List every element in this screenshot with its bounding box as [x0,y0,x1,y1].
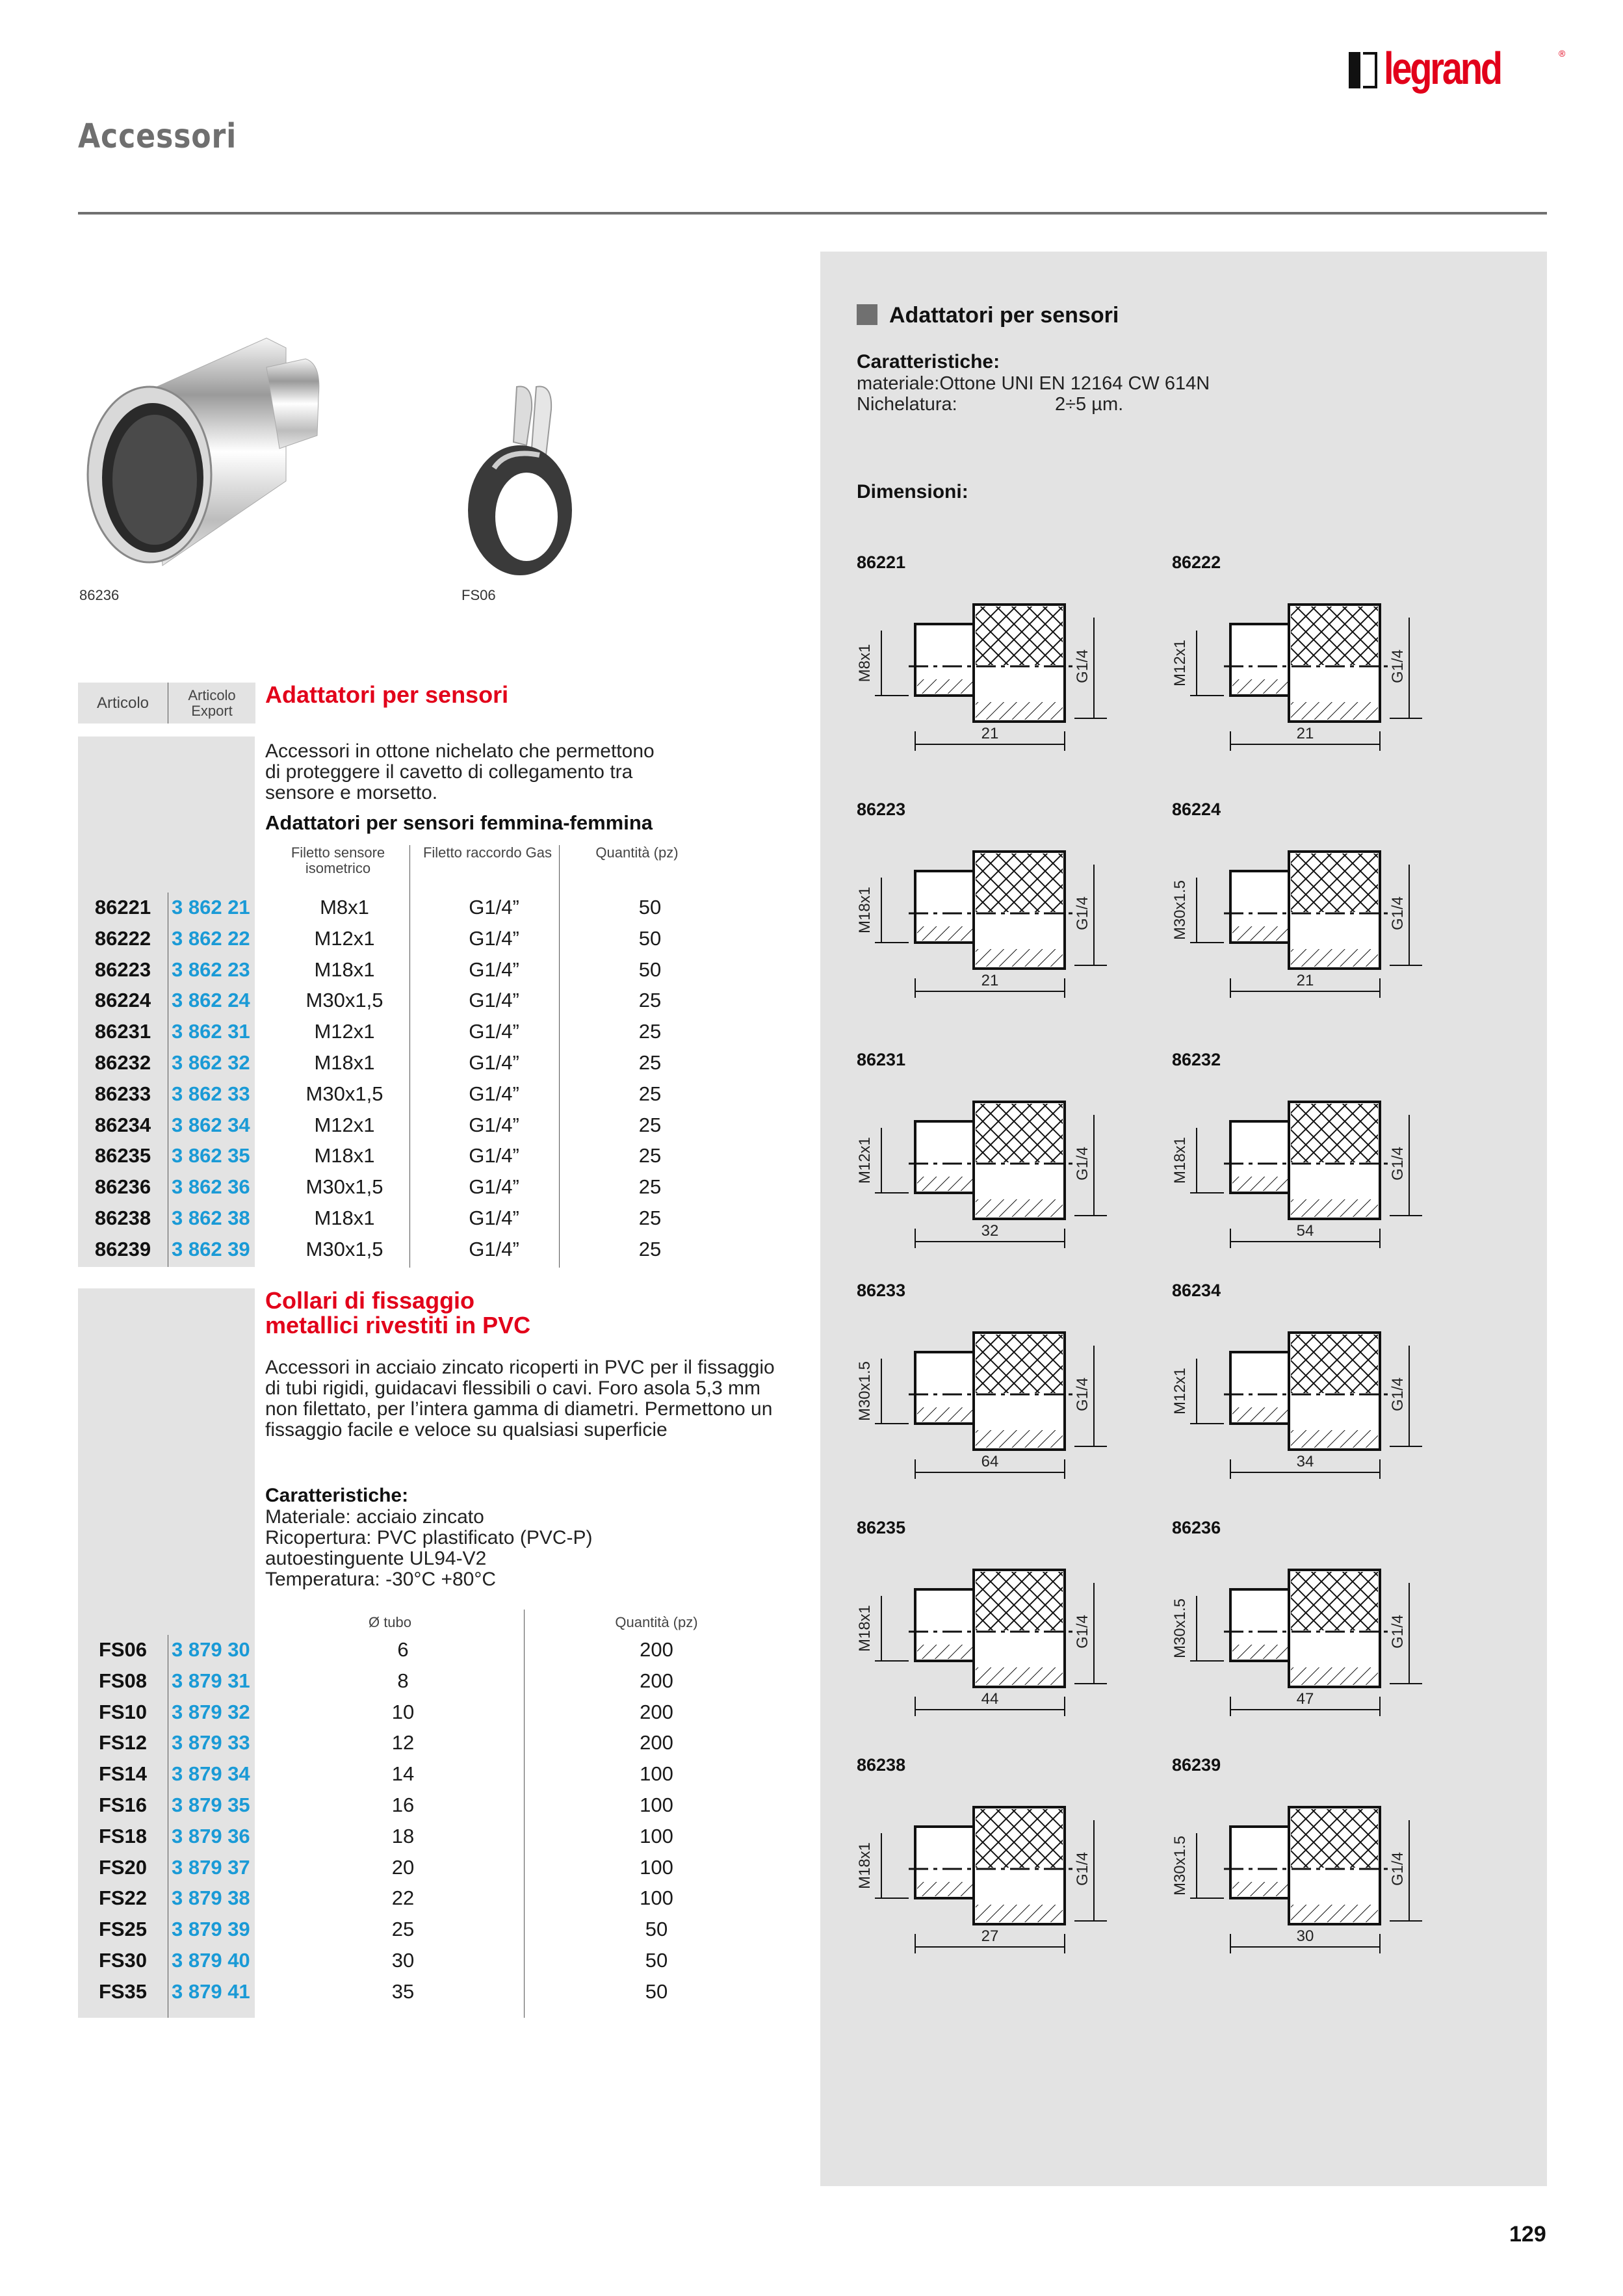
export-code: 3 879 35 [172,1794,250,1816]
quantity: 200 [640,1638,673,1661]
knurl [976,607,1063,665]
panel-features-title: Caratteristiche: [857,351,1000,372]
table-row [78,1918,728,1948]
export-code: 3 879 31 [172,1669,250,1692]
quantity: 25 [638,989,662,1012]
length-label: 47 [1296,1690,1314,1708]
dimension-drawing [850,1313,1149,1485]
quantity: 25 [638,1020,662,1043]
feature-temperatura: Temperatura: -30°C +80°C [265,1569,496,1590]
export-code: 3 862 34 [172,1113,250,1136]
length-label: 44 [981,1690,999,1708]
tube-diameter: 25 [391,1918,415,1941]
gas-thread: G1/4” [469,926,519,950]
table-row [78,1082,728,1113]
drawing-code: 86236 [1172,1518,1221,1537]
gas-label: G1/4 [1389,649,1407,684]
table-row [78,1238,728,1268]
gas-thread: G1/4” [469,1020,519,1043]
drawing-code: 86221 [857,553,906,572]
length-label: 27 [981,1927,999,1945]
hatch [1232,1882,1289,1896]
table-row [78,927,728,958]
quantity: 25 [638,1082,662,1105]
gas-label: G1/4 [1074,1614,1091,1649]
length-label: 64 [981,1453,999,1470]
gas-label: G1/4 [1389,1146,1407,1181]
column-header-quantita: Quantità (pz) [595,844,679,861]
hatch [1291,949,1378,967]
hatch [917,679,974,694]
gas-label: G1/4 [1389,1614,1407,1649]
quantity: 50 [645,1979,668,2003]
thread-label: M12x1 [1171,1367,1189,1415]
knurl [1291,1335,1378,1393]
hatch [1232,679,1289,694]
dimension-drawing [1165,585,1464,757]
brand-name: legrand [1384,43,1501,94]
hatch [976,1199,1063,1217]
gas-label: G1/4 [1389,1377,1407,1412]
article-code: 86231 [94,1020,151,1043]
article-code: 86238 [94,1207,151,1229]
section1-description: Accessori in ottone nichelato che permettono di proteggere il cavetto di collegamento tra sensore e morsetto. [265,740,655,803]
table-row [78,1980,728,2011]
length-label: 21 [981,725,999,742]
photo-caption-86236: 86236 [79,587,120,603]
dimension-drawing [1165,1313,1464,1485]
quantity: 50 [645,1949,668,1972]
sensor-thread: M12x1 [314,1020,375,1043]
knurl [976,1104,1063,1162]
page-number: 129 [1509,2222,1546,2247]
panel-plating-label: Nichelatura: [857,394,957,415]
export-code: 3 879 41 [172,1979,250,2003]
hatch [1232,926,1289,941]
article-code: FS35 [98,1979,148,2003]
feature-ricopertura: Ricopertura: PVC plastificato (PVC-P) [265,1527,593,1548]
page-title: Accessori [78,117,237,156]
table-row [78,1794,728,1824]
hatch [1291,1905,1378,1922]
table-row [78,1638,728,1669]
export-code: 3 862 35 [172,1144,250,1168]
length-label: 30 [1296,1927,1314,1945]
hatch [1291,1199,1378,1217]
sensor-thread: M18x1 [314,1144,375,1168]
thread-label: M18x1 [856,1842,874,1890]
hatch [917,926,974,941]
quantity: 100 [640,1762,673,1786]
hatch [1291,1430,1378,1448]
article-code: FS08 [98,1669,148,1692]
hatch [976,949,1063,967]
export-code: 3 862 36 [172,1175,250,1199]
export-code: 3 862 23 [172,958,250,981]
knurl [976,1809,1063,1868]
export-code: 3 879 33 [172,1731,250,1755]
knurl [1291,1104,1378,1162]
hatch [917,1645,974,1659]
knurl [1291,1809,1378,1868]
quantity: 50 [645,1918,668,1941]
article-code: 86239 [94,1237,151,1260]
gas-thread: G1/4” [469,1144,519,1168]
table-row [78,1825,728,1855]
thread-label: M30x1.5 [1171,880,1189,941]
sensor-thread: M12x1 [314,926,375,950]
tube-diameter: 35 [391,1979,415,2003]
tube-diameter: 10 [391,1700,415,1723]
export-code: 3 879 34 [172,1762,250,1786]
thread-label: M30x1.5 [1171,1835,1189,1896]
export-code: 3 879 40 [172,1949,250,1972]
article-code: FS12 [98,1731,148,1755]
length-label: 21 [1296,972,1314,989]
registered-mark: ® [1559,48,1566,59]
thread-label: M30x1.5 [856,1361,874,1422]
export-code: 3 862 38 [172,1207,250,1229]
dimension-drawing [850,1082,1149,1255]
table-row [78,1020,728,1050]
export-code: 3 862 39 [172,1237,250,1260]
panel-material: materiale:Ottone UNI EN 12164 CW 614N [857,373,1210,394]
dimension-drawing [1165,832,1464,1004]
hatch [1291,702,1378,720]
quantity: 25 [638,1144,662,1168]
export-code: 3 862 31 [172,1020,250,1043]
feature-materiale: Materiale: acciaio zincato [265,1506,484,1528]
drawing-code: 86233 [857,1281,906,1300]
article-code: FS25 [98,1918,148,1941]
table-row [78,1762,728,1793]
knurl [976,854,1063,912]
knurl [1291,854,1378,912]
knurl [976,1335,1063,1393]
sensor-thread: M30x1,5 [305,989,383,1012]
knurl [1291,1572,1378,1630]
drawing-code: 86234 [1172,1281,1221,1300]
table-row [78,1669,728,1700]
export-code: 3 879 39 [172,1918,250,1941]
drawing-code: 86223 [857,800,906,819]
section2-description: Accessori in acciaio zincato ricoperti in PVC per il fissaggio di tubi rigidi, guidacavi flessibili o cavi. Foro asola 5,3 mm non filettato, per l’intera gamma di diametri. Permettono un fissaggio facile e veloce su qualsiasi superficie [265,1357,775,1441]
column-header-tubo: Ø tubo [368,1614,412,1630]
table-row [78,1114,728,1144]
gas-label: G1/4 [1389,896,1407,931]
panel-dimensions-title: Dimensioni: [857,481,968,502]
knurl [976,1572,1063,1630]
tube-diameter: 20 [391,1855,415,1879]
section-square-icon [857,304,877,325]
dimension-drawing [1165,1082,1464,1255]
quantity: 100 [640,1794,673,1816]
article-code: FS18 [98,1824,148,1847]
clamp-fs06-photo [455,384,604,585]
table-row [78,1207,728,1237]
tube-diameter: 14 [391,1762,415,1786]
thread-label: M18x1 [856,886,874,934]
export-code: 3 879 38 [172,1886,250,1910]
export-code: 3 862 24 [172,989,250,1012]
tube-diameter: 16 [391,1794,415,1816]
drawing-code: 86231 [857,1050,906,1069]
section1-subtitle: Adattatori per sensori femmina-femmina [265,811,653,834]
length-label: 54 [1296,1222,1314,1240]
sensor-thread: M12x1 [314,1113,375,1136]
column-header-quantita-2: Quantità (pz) [615,1614,698,1630]
feature-autoestinguente: autoestinguente UL94-V2 [265,1548,487,1569]
photo-caption-fs06: FS06 [461,587,496,603]
column-header-articolo-export: Articolo Export [168,683,255,724]
section-title-adattatori: Adattatori per sensori [265,681,509,708]
gas-thread: G1/4” [469,1207,519,1229]
drawing-code: 86235 [857,1518,906,1537]
article-code: 86233 [94,1082,151,1105]
gas-thread: G1/4” [469,896,519,919]
panel-title: Adattatori per sensori [889,303,1119,328]
gas-label: G1/4 [1074,1851,1091,1886]
quantity: 25 [638,1237,662,1260]
hatch [1291,1667,1378,1685]
table-row [78,896,728,926]
sensor-thread: M18x1 [314,1207,375,1229]
section-title-collari-line1: Collari di fissaggio [265,1287,475,1314]
article-code: FS20 [98,1855,148,1879]
column-header-filetto-gas: Filetto raccordo Gas [422,844,552,861]
table-row [78,1701,728,1731]
adapter-86236-photo [71,319,377,592]
drawing-code: 86238 [857,1755,906,1775]
quantity: 50 [638,896,662,919]
export-code: 3 862 32 [172,1051,250,1074]
quantity: 100 [640,1824,673,1847]
quantity: 50 [638,958,662,981]
sensor-thread: M8x1 [320,896,369,919]
table-row [78,1949,728,1979]
tube-diameter: 8 [397,1669,409,1692]
export-code: 3 879 32 [172,1700,250,1723]
table-row [78,989,728,1019]
section2-features-title: Caratteristiche: [265,1485,409,1506]
drawing-code: 86224 [1172,800,1221,819]
gas-thread: G1/4” [469,1082,519,1105]
thread-label: M18x1 [856,1604,874,1652]
length-label: 32 [981,1222,999,1240]
table-row [78,958,728,989]
section-title-collari-line2: metallici rivestiti in PVC [265,1312,531,1338]
hatch [917,1407,974,1422]
drawing-code: 86232 [1172,1050,1221,1069]
gas-label: G1/4 [1074,1377,1091,1412]
dimension-drawing [1165,1550,1464,1723]
quantity: 200 [640,1731,673,1755]
table-row [78,1051,728,1082]
drawing-code: 86222 [1172,553,1221,572]
article-code: FS16 [98,1794,148,1816]
quantity: 50 [638,926,662,950]
panel-plating-value: 2÷5 µm. [1055,394,1124,415]
export-code: 3 862 22 [172,926,250,950]
sensor-thread: M30x1,5 [305,1082,383,1105]
article-code: 86222 [94,926,151,950]
gas-label: G1/4 [1389,1851,1407,1886]
table-row [78,1731,728,1762]
sensor-thread: M18x1 [314,958,375,981]
export-code: 3 879 36 [172,1824,250,1847]
hatch [976,1905,1063,1922]
article-code: 86232 [94,1051,151,1074]
article-code: FS22 [98,1886,148,1910]
article-code: 86234 [94,1113,151,1136]
length-label: 21 [981,972,999,989]
column-header-filetto-sensore: Filetto sensore isometrico [291,844,385,876]
gas-thread: G1/4” [469,1237,519,1260]
hatch [1232,1407,1289,1422]
article-code: FS14 [98,1762,148,1786]
table-row [78,1144,728,1175]
gas-label: G1/4 [1074,896,1091,931]
quantity: 100 [640,1855,673,1879]
export-code: 3 862 21 [172,896,250,919]
article-code: 86236 [94,1175,151,1199]
thread-label: M30x1.5 [1171,1598,1189,1659]
gas-thread: G1/4” [469,989,519,1012]
gas-label: G1/4 [1074,1146,1091,1181]
section2-features [265,1507,593,1590]
gas-label: G1/4 [1074,649,1091,684]
quantity: 25 [638,1175,662,1199]
gas-thread: G1/4” [469,1175,519,1199]
hatch [976,1667,1063,1685]
dimension-drawing [1165,1788,1464,1960]
dimension-drawing [850,585,1149,757]
gas-thread: G1/4” [469,1113,519,1136]
export-code: 3 879 37 [172,1855,250,1879]
length-label: 34 [1296,1453,1314,1470]
article-code: FS10 [98,1700,148,1723]
article-code: 86224 [94,989,151,1012]
legrand-mark-icon [1349,52,1377,88]
thread-label: M8x1 [856,644,874,683]
table-row [78,1856,728,1886]
tube-diameter: 30 [391,1949,415,1972]
length-label: 21 [1296,725,1314,742]
quantity: 25 [638,1051,662,1074]
thread-label: M12x1 [1171,639,1189,687]
tube-diameter: 6 [397,1638,409,1661]
table-row [78,1175,728,1206]
dimension-drawing [850,1788,1149,1960]
hatch [917,1882,974,1896]
article-code: 86221 [94,896,151,919]
article-code: 86223 [94,958,151,981]
gas-thread: G1/4” [469,958,519,981]
article-code: 86235 [94,1144,151,1168]
export-code: 3 862 33 [172,1082,250,1105]
hatch [1232,1645,1289,1659]
tube-diameter: 12 [391,1731,415,1755]
article-code: FS06 [98,1638,148,1661]
quantity: 100 [640,1886,673,1910]
hatch [976,1430,1063,1448]
quantity: 200 [640,1669,673,1692]
article-code: FS30 [98,1949,148,1972]
quantity: 25 [638,1113,662,1136]
sensor-thread: M30x1,5 [305,1237,383,1260]
drawing-code: 86239 [1172,1755,1221,1775]
dimension-drawing [850,832,1149,1004]
hatch [976,702,1063,720]
thread-label: M18x1 [1171,1136,1189,1184]
thread-label: M12x1 [856,1136,874,1184]
column-header-articolo: Articolo [78,683,168,724]
sensor-thread: M18x1 [314,1051,375,1074]
knurl [1291,607,1378,665]
tube-diameter: 22 [391,1886,415,1910]
legrand-logo [1349,43,1530,100]
table-row [78,1886,728,1917]
sensor-thread: M30x1,5 [305,1175,383,1199]
hatch [1232,1177,1289,1191]
header-divider [78,212,1547,215]
tube-diameter: 18 [391,1824,415,1847]
hatch [917,1177,974,1191]
dimension-drawing [850,1550,1149,1723]
quantity: 200 [640,1700,673,1723]
quantity: 25 [638,1207,662,1229]
gas-thread: G1/4” [469,1051,519,1074]
export-code: 3 879 30 [172,1638,250,1661]
